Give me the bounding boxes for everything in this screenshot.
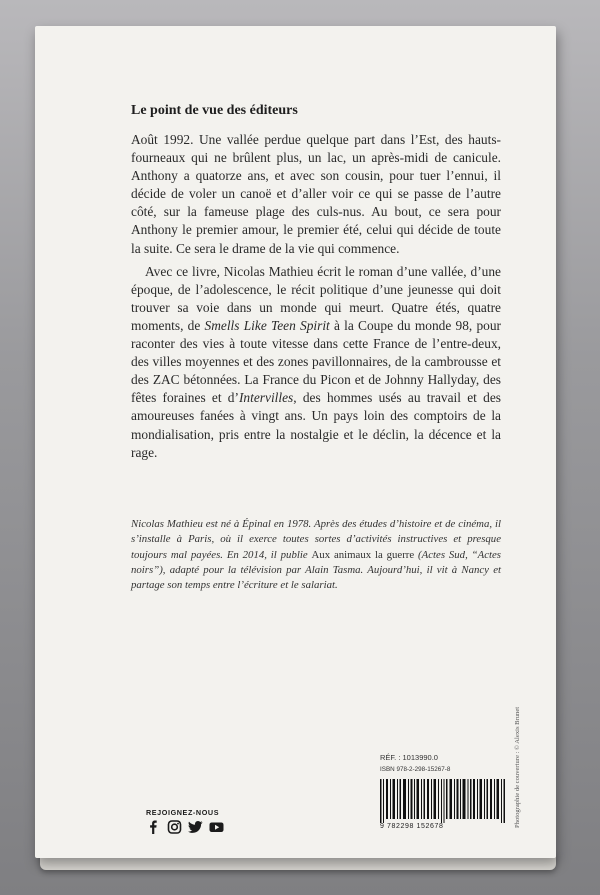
author-bio bbox=[131, 517, 501, 593]
instagram-icon bbox=[167, 820, 182, 834]
bio-text: Nicolas Mathieu est né à Épinal en 1978. Après des études d’histoire et de cinéma, il s’installe à Paris, où il exerce toutes sortes d’activités instructives et presque toujours mal payées. En 2014, il publie bbox=[131, 518, 501, 561]
barcode bbox=[380, 779, 508, 823]
isbn: ISBN 978-2-298-15267-8 bbox=[380, 766, 451, 773]
song-title: Smells Like Teen Spirit bbox=[204, 317, 330, 333]
youtube-icon bbox=[209, 820, 224, 834]
photo-credit: Photographie de couverture : © Alexis Brunet bbox=[514, 706, 521, 828]
facebook-icon bbox=[146, 820, 161, 834]
synopsis-paragraph-1: Août 1992. Une vallée perdue quelque part dans l’Est, des hauts-fourneaux qui ne brûlent plus, un lac, un après-midi de canicule. Anthony a quatorze ans, et avec son cousin, pour tuer l’ennui, il décide de voler un canoë et d’aller voir ce qui se passe de l’autre côté, sur la fameuse plage des culs-nus. Au bout, ce sera pour Anthony le premier amour, le premier été, celui qui décide de toute la suite. Ce sera le drame de la vie qui commence. bbox=[131, 132, 501, 256]
join-us-label: REJOIGNEZ-NOUS bbox=[146, 808, 220, 817]
show-title: Intervilles bbox=[238, 390, 294, 406]
barcode-digits: 9 782298 152678 bbox=[380, 823, 444, 830]
synopsis bbox=[131, 131, 501, 462]
synopsis-paragraph-2 bbox=[131, 263, 501, 462]
book-title: Aux animaux la guerre bbox=[311, 548, 415, 561]
social-icons bbox=[146, 820, 224, 834]
bio-text: (Actes Sud, “Actes noirs”), adapté pour la télévision par Alain Tasma. Aujourd’hui, il vit à Nancy et partage son temps entre l’écriture et le salariat. bbox=[131, 548, 502, 592]
reference-number: RÉF. : 1013990.0 bbox=[380, 753, 438, 762]
synopsis-text: Avec ce livre, Nicolas Mathieu écrit le roman d’une vallée, d’une époque, de l’adolescence, le récit politique d’une jeunesse qui doit trouver sa voie dans un monde qui meurt. Quatre étés, quatre moments, de bbox=[131, 263, 501, 333]
synopsis-text: à la Coupe du monde 98, pour raconter des vies à toute vitesse dans cette France de l’entre-deux, des villes moyennes et des zones pavillonnaires, de la cambrousse et des ZAC bétonnées. La France du Picon et de Johnny Hallyday, des fêtes foraines et d’ bbox=[131, 317, 502, 406]
synopsis-text: , des hommes usés au travail et des amoureuses fanées à vingt ans. Un pays loin des comptoirs de la mondialisation, pris entre la nostalgie et le déclin, la décence et la rage. bbox=[131, 390, 501, 460]
twitter-icon bbox=[188, 820, 203, 834]
section-heading: Le point de vue des éditeurs bbox=[131, 103, 298, 118]
